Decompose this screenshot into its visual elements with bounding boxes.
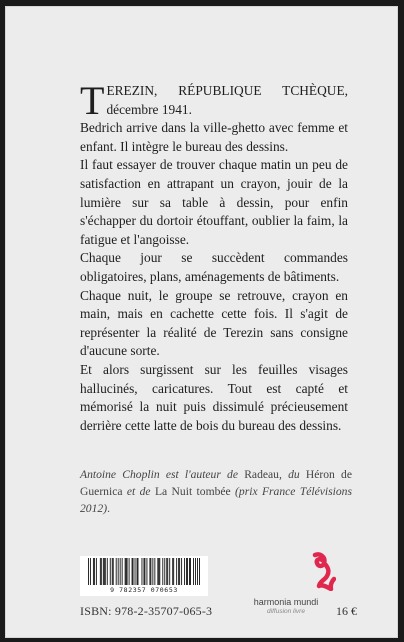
isbn-text: ISBN: 978-2-35707-065-3	[80, 604, 213, 618]
opening-separator: ,	[154, 83, 179, 98]
publisher-subtitle: diffusion livre	[267, 608, 305, 615]
bio-prize: (prix France Télévisions 2012)	[80, 484, 352, 515]
blurb-paragraph-1: Bedrich arrive dans la ville-ghetto avec femme et enfant. Il intègre le bureau des dessins.	[80, 120, 348, 154]
barcode-digits: 9 782357 070653	[110, 586, 178, 594]
bio-book-3: La Nuit tombée	[154, 484, 231, 498]
bio-sep-1: , du	[278, 468, 306, 481]
opening-date: , décembre 1941.	[106, 83, 348, 117]
blurb-text	[80, 78, 348, 435]
bio-sep-2: et de	[122, 484, 155, 498]
blurb-paragraph-3: Chaque jour se succèdent commandes obligatoires, plans, aménagements de bâtiments.	[80, 250, 348, 284]
bio-book-2: Héron de Guernica	[80, 468, 352, 498]
place-name: EREZIN	[106, 83, 155, 98]
price-text: 16 €	[336, 604, 357, 618]
back-cover	[5, 6, 398, 638]
barcode	[80, 556, 208, 596]
blurb-paragraph-2: Il faut essayer de trouver chaque matin un peu de satisfaction en attrapant un crayon, jouir de la lumière sur sa table à dessin, pour enfin s'échapper du dortoir étouffant, oublier la faim, la fatigue et l'angoisse.	[80, 157, 348, 247]
country-name: RÉPUBLIQUE TCHÈQUE	[178, 83, 345, 98]
blurb-paragraph-5: Et alors surgissent sur les feuilles visages hallucinés, caricatures. Tout est capté et mémorisé la nuit puis dissimulé précieusement derrière cette latte de bois du bureau des dessins.	[80, 361, 348, 433]
author-bio	[80, 467, 352, 517]
bio-lead: Antoine Choplin est l'auteur de	[80, 468, 245, 481]
bio-end: .	[107, 501, 110, 515]
publisher-title: harmonia mundi	[253, 597, 319, 607]
publisher-name	[246, 597, 326, 617]
barcode-bars	[88, 558, 200, 585]
opening-paragraph	[80, 78, 348, 123]
blurb-paragraph-4: Chaque nuit, le groupe se retrouve, crayon en main, mais en cachette cette fois. Il s'agit de représenter la réalité de Terezin sans consigne d'aucune sorte.	[80, 287, 348, 359]
bio-book-1: Radeau	[244, 468, 279, 481]
publisher-logo-icon	[310, 551, 336, 591]
drop-cap: T	[80, 78, 105, 123]
